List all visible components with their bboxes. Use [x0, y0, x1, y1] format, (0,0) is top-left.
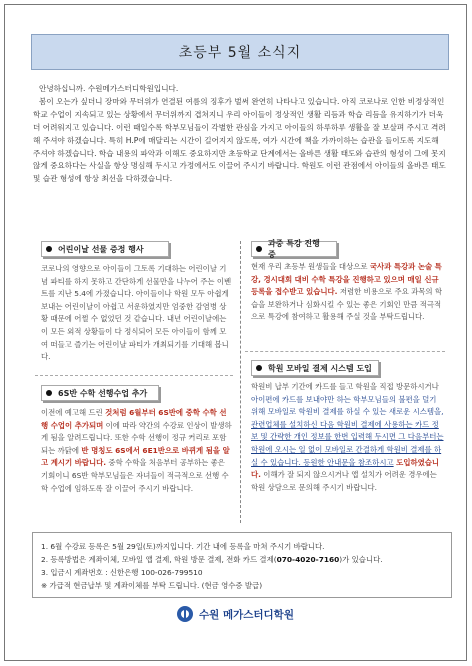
- section-heading-children-day: 어린이날 선물 증정 행사: [41, 241, 169, 257]
- section-body-math-class: 이전에 예고해 드린 것처럼 6월부터 6S반에 중학 수학 선행 수업이 추가되며 이에 따라 약간의 수강료 인상이 발생하게 됨을 알려드립니다. 또한 수학 선행이 정규 커리로 포함되는 까닭에 반 명칭도 6S에서 6E1반으로 바뀌게 됨을 알고 계시기 바랍니다. 중학 수학을 처음부터 공부하는 좋은 기회이니 6S반 학부모님들은 자녀들이 적극적으로 선행 수학 수업에 임하도록 잘 이끌어 주시기 바랍니다.: [41, 408, 232, 493]
- newsletter-page: [4, 4, 467, 661]
- section-body-special-class: 현재 우리 초등부 원생들을 대상으로 국사과 특강과 논술 특강, 경시대회 대비 수학 특강을 진행하고 있으며 매일 신규 등록을 접수받고 있습니다. 저렴한 비용으로 주요 과목의 학습을 보완하거나 심화시킬 수 있는 좋은 기회인 만큼 적극적으로 특강에 참여하고 활용해 주실 것을 부탁드립니다.: [251, 262, 443, 322]
- section-heading-payment: 학원 모바일 결제 시스템 도입: [251, 360, 379, 376]
- notice-line-1: 1. 6월 수강료 등록은 5월 29일(토)까지입니다. 기간 내에 등록을 마쳐 주시기 바랍니다.: [41, 542, 325, 551]
- intro-text: [33, 83, 447, 186]
- footer: [5, 601, 466, 627]
- bullet-icon: [46, 390, 52, 396]
- section-body-children-day: 코로나의 영향으로 아이들이 그토록 기대하는 어린이날 기념 파티를 하지 못하고 간단하게 선물만을 나누어 주는 이벤트를 지난 5.4에 가졌습니다. 아이들이나 학원 모두 아쉽게 보내는 어린이날이 아쉽고 서운하였지만 엄중한 감염병 상황 때문에 어쩔 수 없었던 것 같습니다. 내년 어린이날에는 이 모든 외적 상황들이 다 정식되어 모든 아이들이 함께 모여 떠들고 즐기는 어린이날 파티가 개최되기를 기대해 봅니다.: [41, 264, 232, 362]
- section-heading-special-class: 과중 특강 진행 중: [251, 241, 337, 257]
- intro-body: 봄이 오는가 싶더니 장마와 무더위가 연결된 여름의 징후가 벌써 완연히 나타나고 있습니다. 아직 코로나로 인한 비정상적인 학교 수업이 지속되고 있는 상황에서 무더위까지 겹쳐지니 우리 아이들이 정상적인 생활 리듬과 학습 리듬을 유지하기가 더욱 더 어려워지고 있습니다. 이런 때일수록 학부모님들이 각별한 관심을 가지고 아이들의 하루하루 생활을 잘 보살펴 주시고 격려해 주셔야 하겠습니다. 특히 H.P에 매달리는 시간이 길어지지 않도록, 여가 시간에 책을 가까이하는 습관을 들이도록 지도해 주셔야 하겠습니다. 학습 내용의 파악과 이해도 중요하지만 초등학교 단계에서는 올바른 생활 태도와 습관의 형성이 그에 못지 않게 중요하다는 사실을 항상 명심해 두시고 가정에서도 이끌어 주시기 바랍니다. 학원도 이런 관점에서 아이들의 올바른 태도 및 습관 형성에 항상 최선을 다하겠습니다.: [33, 96, 446, 184]
- column-divider: [240, 241, 241, 523]
- academy-logo-icon: [177, 606, 193, 622]
- notice-line-4: ※ 가급적 현금납부 및 계좌이체를 부탁 드립니다. (현금 영수증 발급): [41, 581, 263, 590]
- notice-box: [32, 532, 452, 598]
- intro-greeting: 안녕하십니까. 수원메가스터디학원입니다.: [39, 84, 179, 93]
- bullet-icon: [256, 365, 262, 371]
- academy-name: 수원 메가스터디학원: [199, 608, 294, 621]
- section-body-payment: 학원비 납부 기간에 카드를 들고 학원을 직접 방문하시거나 아이편에 카드를 보내야만 하는 학부모님들의 불편을 덜기 위해 모바일로 학원비 결제를 하실 수 있는 새로운 시스템을, 관련업체를 설치하신 다음 학원비 결제에 사용하는 카드 정보 및 간략한 개인 정보를 한번 입력해 두시면 그 다음부터는 학원에 오시는 일 없이 모바일로 간결하게 학원비 결제를 하실 수 있습니다. 등원한 안내문을 참조하시고 도입하였습니다. 이해가 잘 되지 않으시거나 앱 설치가 어려운 경우에는 학원 상담으로 문의해 주시기 바랍니다.: [251, 382, 444, 492]
- notice-line-2: 2. 등록방법은 계좌이체, 모바일 앱 결제, 학원 방문 결제, 전화 카드 결제(070-4020-7160)가 있습니다.: [41, 555, 383, 564]
- divider: [245, 351, 445, 352]
- divider: [35, 375, 233, 376]
- phone-number: 070-4020-7160: [276, 555, 340, 564]
- notice-line-3: 3. 입금시 계좌번호 : 신한은행 100-026-799510: [41, 568, 203, 577]
- section-heading-math-class: 6S반 수학 선행수업 추가: [41, 385, 159, 401]
- page-title: 초등부 5월 소식지: [31, 34, 449, 70]
- bullet-icon: [256, 246, 262, 252]
- bullet-icon: [46, 246, 52, 252]
